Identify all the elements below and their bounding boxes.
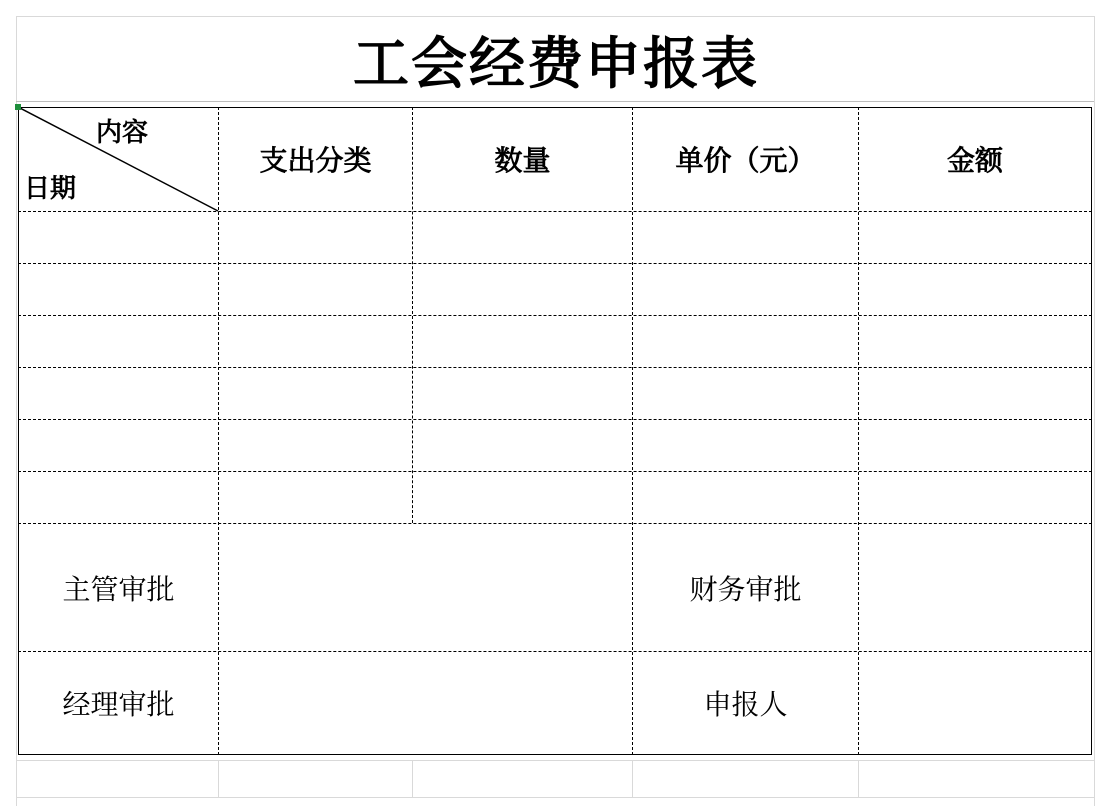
- cell-selection-marker: [15, 104, 21, 110]
- column-header-unit-price: 单价（元）: [675, 144, 816, 177]
- column-header-quantity: 数量: [494, 144, 551, 177]
- grid-line: [16, 797, 1094, 798]
- grid-line: [218, 760, 219, 797]
- corner-label-content: 内容: [96, 118, 149, 148]
- grid-line: [632, 760, 633, 797]
- supervisor-approval-label: 主管审批: [62, 572, 175, 606]
- row-divider: [18, 263, 1092, 264]
- column-header-category: 支出分类: [259, 144, 372, 177]
- row-divider: [18, 419, 1092, 420]
- finance-approval-label: 财务审批: [689, 572, 802, 606]
- grid-line: [858, 760, 859, 797]
- row-divider: [18, 315, 1092, 316]
- applicant-label: 申报人: [703, 688, 788, 721]
- grid-line: [16, 760, 1094, 761]
- row-divider: [18, 367, 1092, 368]
- corner-label-date: 日期: [24, 174, 77, 204]
- grid-line: [16, 16, 1094, 17]
- grid-line: [1094, 16, 1095, 806]
- title-divider: [16, 101, 1094, 102]
- form-title: 工会经费申报表: [353, 32, 759, 97]
- column-header-amount: 金额: [946, 144, 1003, 177]
- grid-line: [16, 16, 17, 806]
- row-divider: [18, 471, 1092, 472]
- grid-line: [412, 760, 413, 797]
- manager-approval-label: 经理审批: [62, 688, 175, 721]
